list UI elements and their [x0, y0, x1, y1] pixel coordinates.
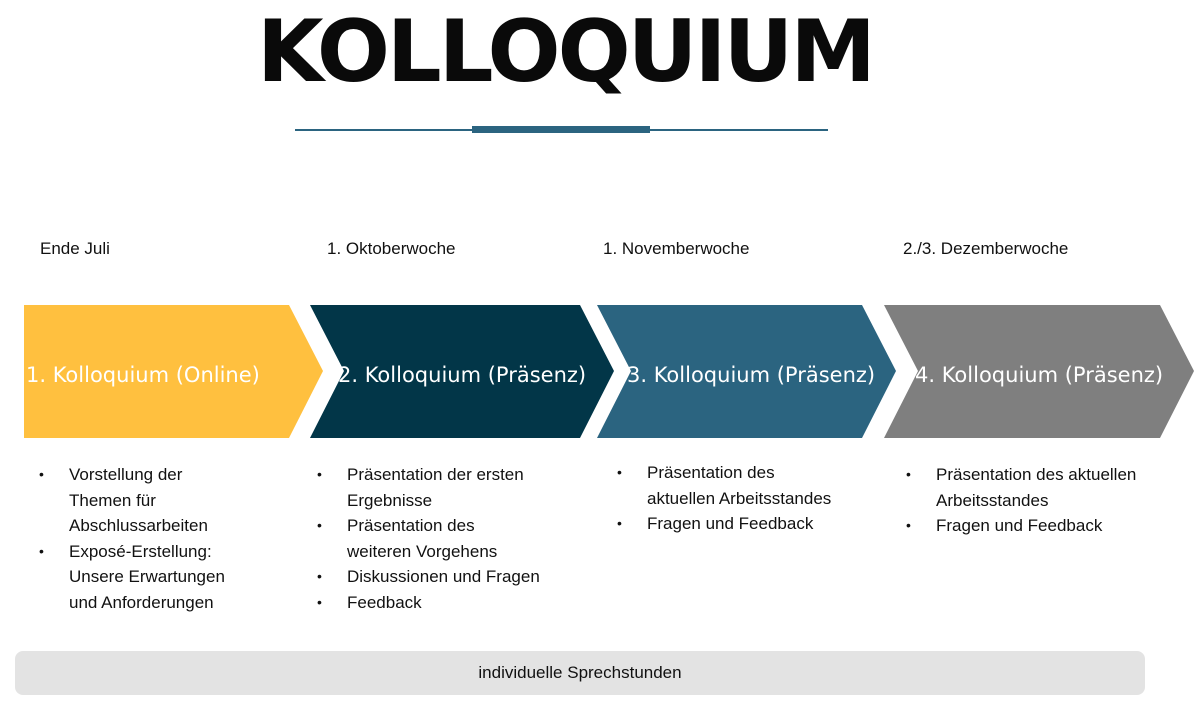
bullet-text-line: Diskussionen und Fragen — [347, 567, 540, 586]
stage-2-label: 2. Kolloquium (Präsenz) — [338, 363, 587, 387]
page-title: KOLLOQUIUM — [257, 2, 873, 102]
consultation-hours-bar: individuelle Sprechstunden — [15, 651, 1145, 695]
bullet-dot-icon: • — [317, 568, 322, 584]
stage-1-date: Ende Juli — [40, 239, 110, 258]
bullet-text-line: Vorstellung der — [69, 465, 183, 484]
bullet-text-line: Ergebnisse — [347, 490, 433, 510]
bullet-item — [36, 539, 225, 616]
bullet-dot-icon: • — [617, 515, 622, 531]
bullet-item — [314, 513, 540, 564]
bullet-text-line: und Anforderungen — [69, 592, 214, 612]
bullet-text-line: Präsentation der ersten — [347, 465, 524, 484]
bullet-text-line: Fragen und Feedback — [936, 516, 1103, 535]
bullet-item — [614, 460, 831, 511]
stage-4-label: 4. Kolloquium (Präsenz) — [915, 363, 1164, 387]
bullet-item — [903, 462, 1136, 513]
stage-2-date: 1. Oktoberwoche — [327, 239, 456, 258]
bullet-item — [314, 590, 540, 616]
stage-1-label: 1. Kolloquium (Online) — [26, 363, 260, 387]
bullet-text-line: Fragen und Feedback — [647, 514, 814, 533]
bullet-item — [614, 511, 831, 537]
bullet-text-line: Präsentation des — [347, 516, 475, 535]
bullet-dot-icon: • — [906, 466, 911, 482]
bullet-dot-icon: • — [39, 466, 44, 482]
stage-3-date: 1. Novemberwoche — [603, 239, 750, 258]
bullet-dot-icon: • — [317, 593, 322, 610]
bullet-item — [36, 462, 225, 539]
bullet-dot-icon: • — [617, 464, 622, 480]
bullet-text-line: Feedback — [347, 592, 422, 612]
stage-4-date: 2./3. Dezemberwoche — [903, 239, 1069, 258]
bullet-text-line: Exposé-Erstellung: — [69, 541, 212, 561]
bullet-text-line: Präsentation des — [647, 463, 775, 482]
bullet-dot-icon: • — [39, 542, 44, 559]
stage-3-label: 3. Kolloquium (Präsenz) — [627, 363, 876, 387]
bullet-text-line: Arbeitsstandes — [936, 490, 1049, 510]
bullet-text-line: Abschlussarbeiten — [69, 516, 208, 535]
bullet-dot-icon: • — [317, 466, 322, 482]
bullet-item — [314, 564, 540, 590]
bullet-text-line: Präsentation des aktuellen — [936, 465, 1137, 484]
bullet-item — [314, 462, 540, 513]
stage-3-bullets — [614, 460, 831, 537]
stage-2-bullets — [314, 462, 540, 615]
stage-1-bullets — [36, 462, 225, 615]
bullet-text-line: Themen für — [69, 490, 156, 510]
bullet-item — [903, 513, 1136, 539]
bullet-text-line: aktuellen Arbeitsstandes — [647, 488, 832, 508]
bullet-text-line: weiteren Vorgehens — [347, 541, 498, 561]
stage-4-bullets — [903, 462, 1136, 539]
bullet-dot-icon: • — [317, 517, 322, 533]
bullet-dot-icon: • — [906, 517, 911, 533]
bullet-text-line: Unsere Erwartungen — [69, 567, 225, 586]
